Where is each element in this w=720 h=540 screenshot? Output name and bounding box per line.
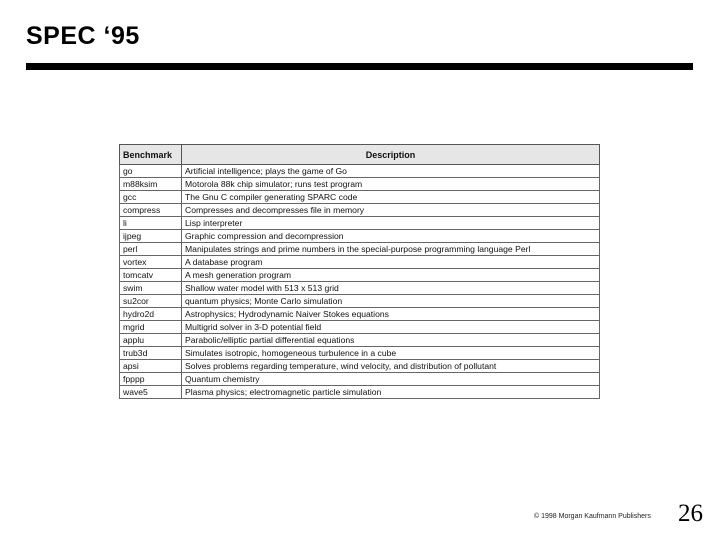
table-body (120, 165, 600, 399)
benchmark-description: Multigrid solver in 3-D potential field (182, 321, 600, 334)
table-row (120, 269, 600, 282)
header-description: Description (182, 145, 600, 165)
table-row (120, 308, 600, 321)
benchmark-name: hydro2d (120, 308, 182, 321)
benchmark-description: Astrophysics; Hydrodynamic Naiver Stokes equations (182, 308, 600, 321)
table-row (120, 347, 600, 360)
benchmark-description: Plasma physics; electromagnetic particle simulation (182, 386, 600, 399)
benchmark-description: Solves problems regarding temperature, wind velocity, and distribution of pollutant (182, 360, 600, 373)
benchmark-description: Lisp interpreter (182, 217, 600, 230)
benchmark-name: swim (120, 282, 182, 295)
benchmark-name: perl (120, 243, 182, 256)
benchmark-description: Artificial intelligence; plays the game of Go (182, 165, 600, 178)
benchmark-description: Parabolic/elliptic partial differential equations (182, 334, 600, 347)
benchmark-name: mgrid (120, 321, 182, 334)
table-row (120, 295, 600, 308)
benchmark-name: compress (120, 204, 182, 217)
benchmark-table (119, 144, 600, 399)
table-row (120, 191, 600, 204)
table-row (120, 178, 600, 191)
benchmark-name: su2cor (120, 295, 182, 308)
benchmark-name: trub3d (120, 347, 182, 360)
benchmark-name: apsi (120, 360, 182, 373)
benchmark-name: gcc (120, 191, 182, 204)
benchmark-description: Manipulates strings and prime numbers in the special-purpose programming language Perl (182, 243, 600, 256)
benchmark-name: ijpeg (120, 230, 182, 243)
copyright-footer: © 1998 Morgan Kaufmann Publishers (534, 513, 651, 520)
benchmark-description: Motorola 88k chip simulator; runs test program (182, 178, 600, 191)
table-row (120, 282, 600, 295)
table-row (120, 217, 600, 230)
table-header-row (120, 145, 600, 165)
benchmark-description: A mesh generation program (182, 269, 600, 282)
table-row (120, 204, 600, 217)
table-row (120, 165, 600, 178)
table-row (120, 360, 600, 373)
benchmark-name: m88ksim (120, 178, 182, 191)
benchmark-description: Quantum chemistry (182, 373, 600, 386)
benchmark-description: The Gnu C compiler generating SPARC code (182, 191, 600, 204)
title-divider (26, 63, 693, 70)
page-number: 26 (678, 500, 703, 527)
table-row (120, 321, 600, 334)
table-row (120, 256, 600, 269)
benchmark-name: vortex (120, 256, 182, 269)
benchmark-description: Shallow water model with 513 x 513 grid (182, 282, 600, 295)
slide-title: SPEC ‘95 (26, 22, 140, 50)
table-row (120, 373, 600, 386)
table-row (120, 230, 600, 243)
benchmark-description: quantum physics; Monte Carlo simulation (182, 295, 600, 308)
header-benchmark: Benchmark (120, 145, 182, 165)
benchmark-description: Simulates isotropic, homogeneous turbulence in a cube (182, 347, 600, 360)
benchmark-name: wave5 (120, 386, 182, 399)
benchmark-name: fpppp (120, 373, 182, 386)
table-row (120, 334, 600, 347)
benchmark-name: li (120, 217, 182, 230)
table-row (120, 386, 600, 399)
benchmark-description: Compresses and decompresses file in memory (182, 204, 600, 217)
benchmark-name: tomcatv (120, 269, 182, 282)
benchmark-description: Graphic compression and decompression (182, 230, 600, 243)
benchmark-description: A database program (182, 256, 600, 269)
benchmark-name: applu (120, 334, 182, 347)
benchmark-name: go (120, 165, 182, 178)
table-row (120, 243, 600, 256)
